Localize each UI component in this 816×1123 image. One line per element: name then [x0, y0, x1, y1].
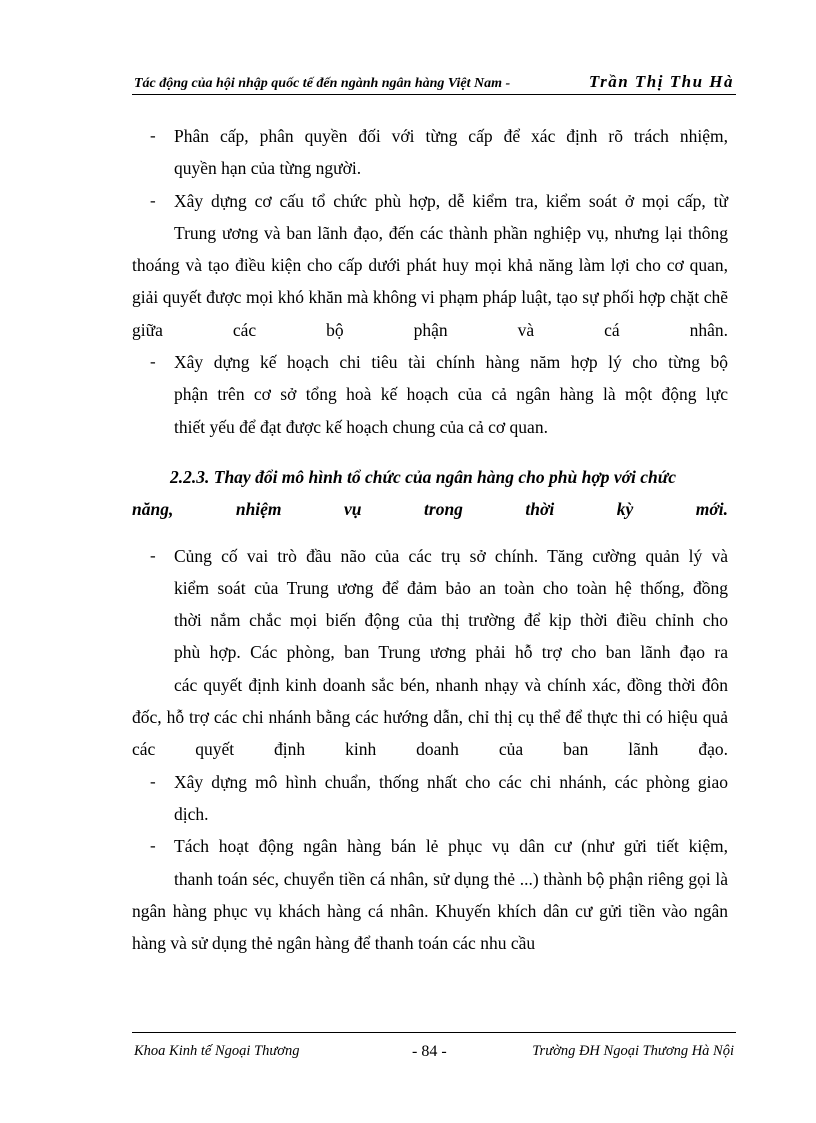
document-body [132, 120, 728, 959]
list-item-continuation: phận trên cơ sở tổng hoà kế hoạch của cả ngân hàng là một động lực [174, 384, 728, 405]
section-heading-line1: 2.2.3. Thay đổi mô hình tổ chức của ngân hàng cho phù hợp với chức [170, 466, 677, 487]
footer-university: Trường ĐH Ngoại Thương Hà Nội [532, 1043, 734, 1059]
list-item [132, 540, 728, 572]
page-footer [132, 1032, 736, 1073]
list-item-continuation: thiết yếu để đạt được kế hoạch chung của cả cơ quan. [174, 416, 548, 437]
list-item [132, 766, 728, 798]
list-item-text: Xây dựng kế hoạch chi tiêu tài chính hàng năm hợp lý cho từng bộ [174, 352, 728, 373]
list-item-continuation: quyền hạn của từng người. [174, 158, 362, 179]
bullet-dash: - [150, 190, 156, 210]
section-heading [132, 461, 728, 526]
list-item-continuation: Trung ương và ban lãnh đạo, đến các thành phần nghiệp vụ, nhưng lại thông thoáng và tạo điều kiện cho cấp dưới phát huy mọi khả năng làm lợi cho cơ quan, giải quyết được mọi khó khăn mà không vi phạm pháp luật, tạo sự phối hợp chặt chẽ giữa các bộ phận và cá nhân. [132, 222, 728, 340]
bullet-dash: - [150, 126, 156, 145]
list-item-continuation: phù hợp. Các phòng, ban Trung ương phải hỗ trợ cho ban lãnh đạo ra [174, 642, 728, 663]
list-item-continuation: thời nắm chắc mọi biến động của thị trường để kịp thời điều chỉnh cho [174, 610, 728, 631]
bullet-dash: - [150, 836, 156, 856]
bullet-dash: - [150, 352, 156, 372]
list-item-text: Tách hoạt động ngân hàng bán lẻ phục vụ dân cư (như gửi tiết kiệm, [174, 836, 728, 857]
footer-faculty: Khoa Kinh tế Ngoại Thương [134, 1043, 300, 1059]
list-item-continuation: dịch. [174, 803, 209, 824]
list-item [132, 185, 728, 217]
header-title: Tác động của hội nhập quốc tế đến ngành ngân hàng Việt Nam - [134, 76, 511, 91]
list-item [132, 346, 728, 378]
page-header [132, 72, 736, 95]
list-item-text: Củng cố vai trò đầu não của các trụ sở chính. Tăng cường quản lý và [174, 545, 728, 566]
list-item-text: Phân cấp, phân quyền đối với từng cấp để xác định rõ trách nhiệm, [174, 126, 728, 146]
page-number: - 84 - [412, 1043, 447, 1060]
list-item-text: Xây dựng mô hình chuẩn, thống nhất cho các chi nhánh, các phòng giao [174, 771, 728, 792]
bullet-dash: - [150, 545, 156, 565]
list-item [132, 120, 728, 152]
list-item-text: Xây dựng cơ cấu tổ chức phù hợp, dễ kiểm tra, kiểm soát ở mọi cấp, từ [174, 190, 728, 211]
bullet-dash: - [150, 771, 156, 791]
list-item [132, 830, 728, 862]
list-item-continuation: các quyết định kinh doanh sắc bén, nhanh nhạy và chính xác, đồng thời đôn đốc, hỗ trợ các chi nhánh bằng các hướng dẫn, chỉ thị cụ thể để thực thi có hiệu quả các quyết định kinh doanh của ban lãnh đạo. [132, 674, 728, 760]
list-item-continuation: kiểm soát của Trung ương để đảm bảo an toàn cho toàn hệ thống, đồng [174, 577, 728, 598]
header-author: Trần Thị Thu Hà [588, 72, 734, 91]
section-heading-line2: năng, nhiệm vụ trong thời kỳ mới. [132, 499, 728, 520]
list-item-continuation: thanh toán séc, chuyển tiền cá nhân, sử dụng thẻ ...) thành bộ phận riêng gọi là ngân hàng phục vụ khách hàng cá nhân. Khuyến khích dân cư gửi tiền vào ngân hàng và sử dụng thẻ ngân hàng để thanh toán các nhu cầu [132, 868, 728, 954]
